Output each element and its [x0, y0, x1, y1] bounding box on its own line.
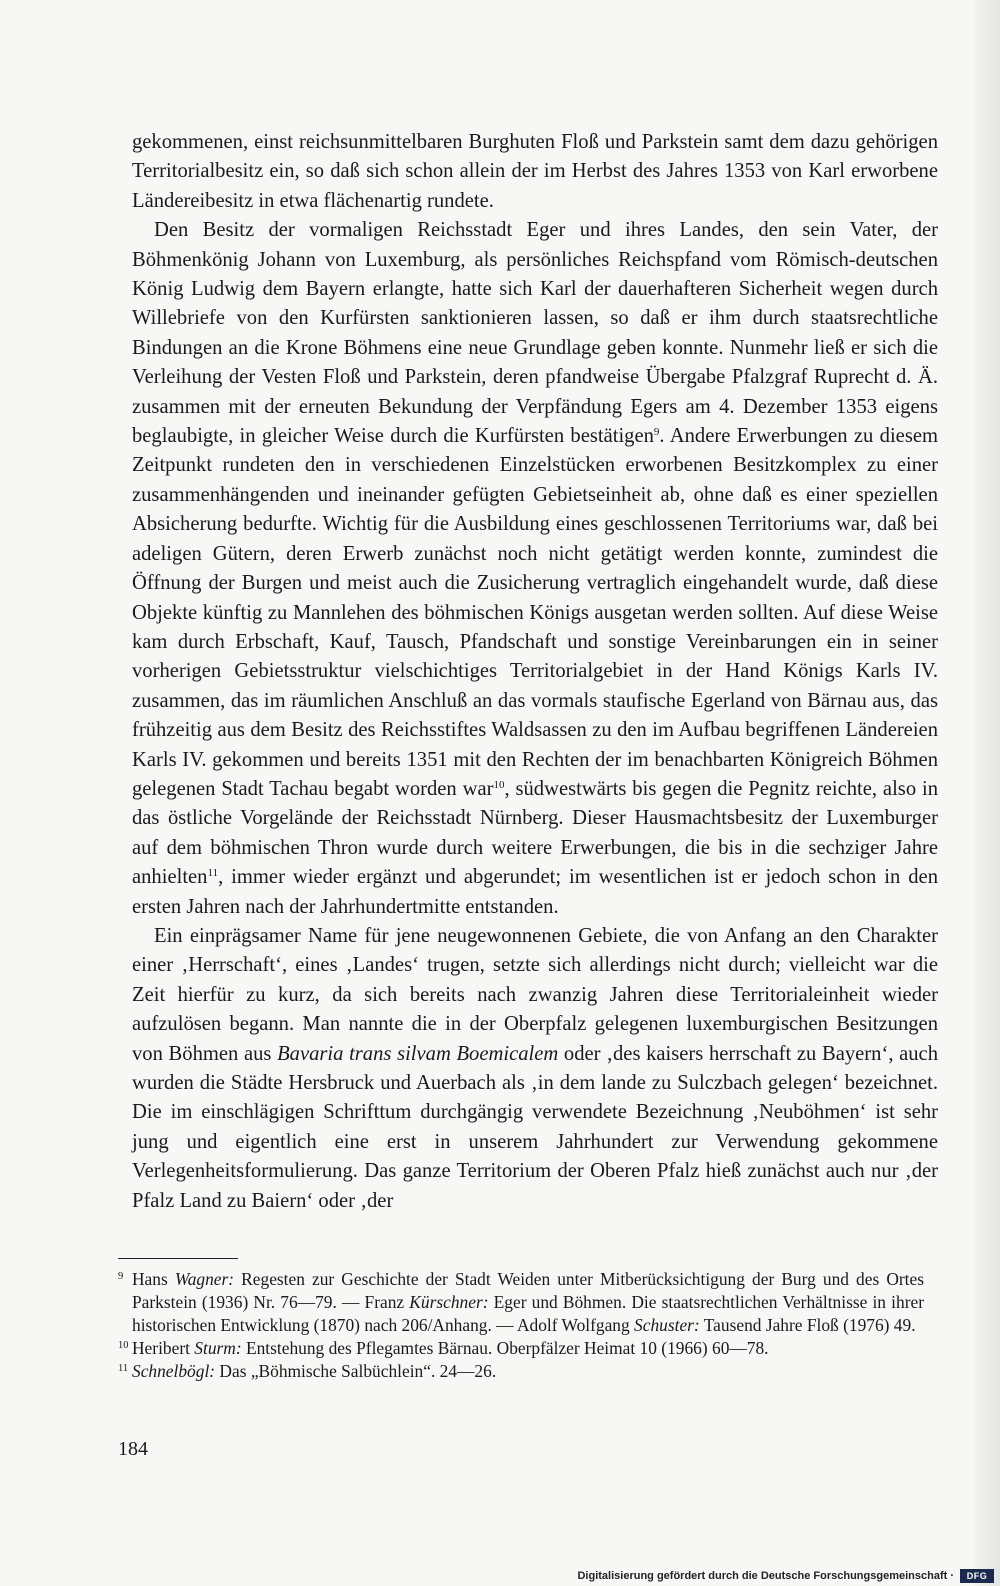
footnote-text: Hans: [132, 1269, 175, 1289]
paragraph-3-part-2: oder ‚des kaisers herrschaft zu Bayern‘, auch wurden die Städte Hersbruck und Auerbach als ‚in dem lande zu Sulczbach gelegen‘ bezeichnet. Die im einschlägigen Schrifttum durchgängig verwendete Bezeichnung ‚Neuböhmen‘ ist sehr jung und eigentlich eine erst in unserem Jahrhundert zur Verwendung gekommene Verlegenheitsformulierung. Das ganze Territorium der Oberen Pfalz hieß zunächst auch nur ‚der Pfalz Land zu Baiern‘ oder ‚der: [132, 1042, 938, 1212]
paragraph-1: gekommenen, einst reichsunmittelbaren Burghuten Floß und Parkstein samt dem dazu gehörigen Territorialbesitz ein, so daß sich schon allein der im Herbst des Jahres 1353 von Karl erworbene Ländereibesitz in etwa flächenartig rundete.: [132, 131, 938, 212]
paragraph-2-part-3: , südwestwärts bis gegen die Pegnitz reichte, also in das östliche Vorgelände der Reichsstadt Nürnberg. Dieser Hausmachtsbesitz der Luxemburger auf dem böhmischen Thron wurde durch weitere Erwerbungen, die bis in die sechziger Jahre anhielten: [132, 777, 938, 889]
author-name: Schuster:: [634, 1315, 700, 1335]
footnote-10: [118, 1337, 924, 1360]
footnotes: [118, 1268, 924, 1383]
footnote-ref-11[interactable]: 11: [207, 867, 219, 880]
footnote-text: Heribert: [132, 1338, 195, 1358]
paragraph-3: [132, 922, 938, 1216]
footnote-ref-10[interactable]: 10: [493, 778, 505, 791]
author-name: Kürschner:: [409, 1292, 489, 1312]
author-name: Schnelbögl:: [132, 1361, 216, 1381]
footnote-text: Regesten zur Geschichte der Stadt Weiden unter Mitberücksichtigung der Burg und des Ortes Parkstein (1936) Nr. 76—79. — Franz: [132, 1269, 924, 1312]
footnote-text: Tausend Jahre Floß (1976) 49.: [699, 1315, 916, 1335]
footnote-text: Eger und Böhmen. Die staatsrechtlichen Verhältnisse in ihrer historischen Entwicklung (1870) nach 206/Anhang. — Adolf Wolfgang: [132, 1292, 924, 1335]
paragraph-2-part-1: Den Besitz der vormaligen Reichsstadt Eger und ihres Landes, den sein Vater, der Böhmenkönig Johann von Luxemburg, als persönliches Reichspfand vom Römisch-deutschen König Ludwig dem Bayern erlangte, hatte sich Karl der dauerhafteren Sicherheit wegen durch Willebriefe von den Kurfürsten sanktionieren lassen, so daß er ihm durch staatsrechtliche Bindungen an die Krone Böhmens eine neue Grundlage geben konnte. Nunmehr ließ er sich die Verleihung der Vesten Floß und Parkstein, deren pfandweise Übergabe Pfalzgraf Ruprecht d. Ä. zusammen mit der erneuten Bekundung der Verpfändung Egers am 4. Dezember 1353 eigens beglaubigte, in gleicher Weise durch die Kurfürsten bestätigen: [132, 219, 938, 448]
footnote-number: 9: [118, 1271, 124, 1282]
paragraph-2-part-2: . Andere Erwerbungen zu diesem Zeitpunkt rundeten den in verschiedenen Einzelstücken erworbenen Besitzkomplex zu einer zusammenhängenden und ineinander gefügten Gebietseinheit ab, ohne daß es einer speziellen Absicherung bedurfte. Wichtig für die Ausbildung eines geschlossenen Territoriums war, daß bei adeligen Gütern, deren Erwerb zunächst noch nicht getätigt werden konnte, zumindest die Öffnung der Burgen und meist auch die Zusicherung vertraglich eingehandelt wurde, daß diese Objekte künftig zu Mannlehen des böhmischen Königs ausgetan werden sollten. Auf diese Weise kam durch Erbschaft, Kauf, Tausch, Pfandschaft und sonstige Vereinbarungen ein in seiner vorherigen Gebietsstruktur vielschichtiges Territorialgebiet in der Hand Königs Karls IV. zusammen, das im räumlichen Anschluß an das vormals staufische Egerland von Bärnau aus, das frühzeitig aus dem Besitz des Reichsstiftes Waldsassen zu den im Aufbau begriffenen Ländereien Karls IV. gekommen und bereits 1351 mit den Rechten der im benachbarten Königreich Böhmen gelegenen Stadt Tachau begabt worden war: [132, 425, 938, 800]
footnote-divider: [118, 1258, 238, 1259]
footnote-11: [118, 1360, 924, 1383]
footnote-number: 10: [118, 1340, 129, 1351]
footnote-text: Entstehung des Pflegamtes Bärnau. Oberpfälzer Heimat 10 (1966) 60—78.: [241, 1338, 769, 1358]
footnote-ref-9[interactable]: 9: [653, 426, 660, 439]
paragraph-2: [132, 216, 938, 922]
dfg-logo-icon: DFG: [960, 1569, 994, 1583]
footnote-number: 11: [118, 1363, 129, 1374]
footnote-text: Das „Böhmische Salbüchlein“. 24—26.: [215, 1361, 497, 1381]
page-number: 184: [118, 1438, 148, 1460]
paragraph-2-part-4: , immer wieder ergänzt und abgerundet; im wesentlichen ist er jedoch schon in den ersten Jahren nach der Jahrhundertmitte entstanden.: [132, 866, 938, 918]
paragraph-3-part-1: Ein einprägsamer Name für jene neugewonnenen Gebiete, die von Anfang an den Charakter einer ‚Herrschaft‘, eines ‚Landes‘ trugen, setzte sich allerdings nicht durch; vielleicht war die Zeit hierfür zu kurz, da sich bereits nach zwanzig Jahren diese Territorialeinheit wieder aufzulösen begann. Man nannte die in der Oberpfalz gelegenen luxemburgischen Besitzungen von Böhmen aus: [132, 924, 938, 1065]
latin-phrase: Bavaria trans silvam Boemicalem: [277, 1042, 559, 1065]
author-name: Wagner:: [174, 1269, 235, 1289]
footnote-9: [118, 1268, 924, 1337]
author-name: Sturm:: [194, 1338, 242, 1358]
main-text: [132, 128, 938, 1216]
digitization-credit: Digitalisierung gefördert durch die Deutsche Forschungsgemeinschaft ·: [577, 1570, 954, 1582]
scan-edge: [974, 0, 1000, 1586]
